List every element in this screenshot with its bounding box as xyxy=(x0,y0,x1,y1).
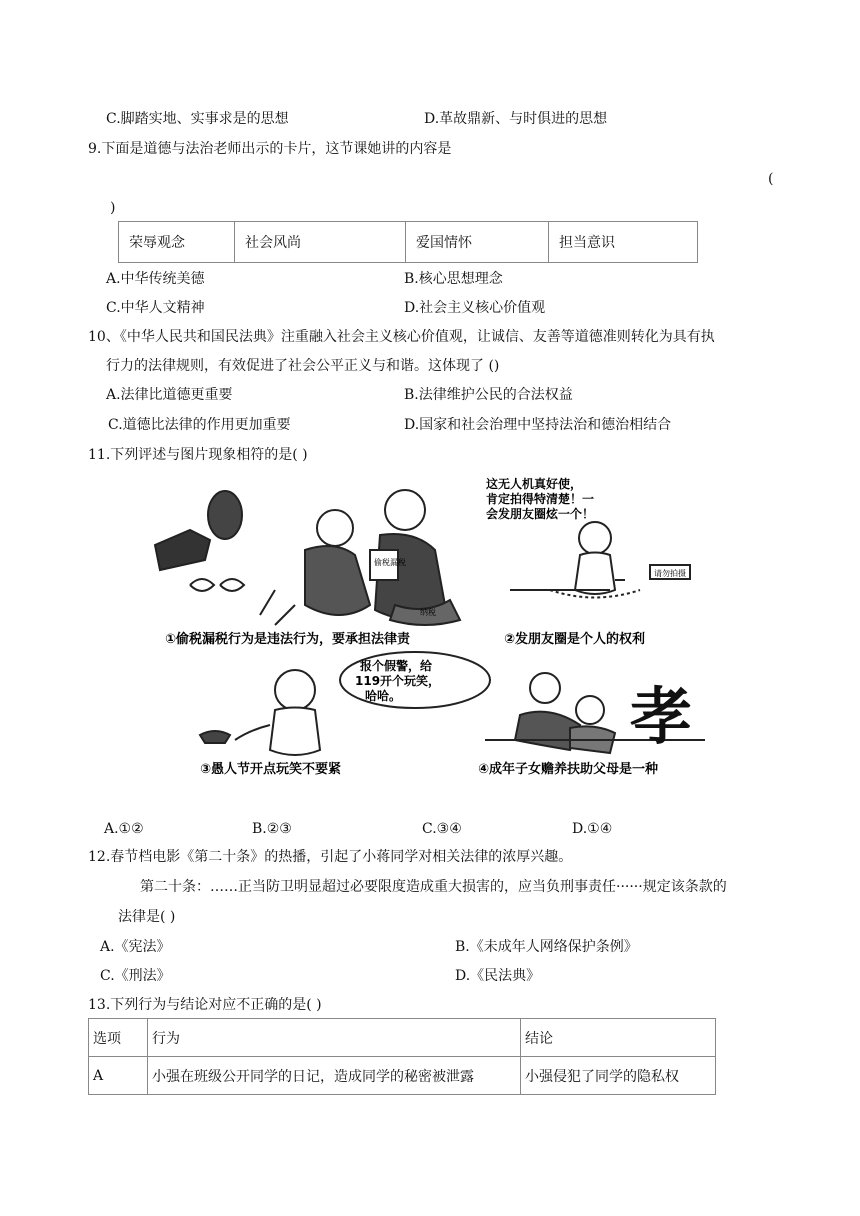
q12-quote: 第二十条：……正当防卫明显超过必要限度造成重大损害的，应当负刑事责任······规定该条款的 xyxy=(140,879,727,895)
q11-option-c: C.③④ xyxy=(422,821,462,837)
q8-option-d: D.革故鼎新、与时俱进的思想 xyxy=(424,111,608,127)
q10-line2: 行力的法律规则，有效促进了社会公平正义与和谐。这体现了 () xyxy=(106,358,500,374)
panel-tax-evasion xyxy=(155,490,460,625)
panel2-caption: ②发朋友圈是个人的权利 xyxy=(504,632,646,647)
q11-option-b: B.②③ xyxy=(252,821,292,837)
table-header-cell: 结论 xyxy=(521,1019,716,1057)
table-cell: 小强在班级公开同学的日记，造成同学的秘密被泄露 xyxy=(148,1057,521,1095)
q12-stem: 12.春节档电影《第二十条》的热播，引起了小蒋同学对相关法律的浓厚兴趣。 xyxy=(88,849,573,865)
panel3-bubble-1: 报个假警，给 xyxy=(360,659,433,673)
q13-table xyxy=(88,1018,716,1095)
table-header-cell: 行为 xyxy=(148,1019,521,1057)
panel2-sign: 请勿拍摄 xyxy=(654,569,686,578)
table-cell: A xyxy=(89,1057,148,1095)
q12-option-a: A.《宪法》 xyxy=(100,939,171,955)
panel1-tag: 偷税漏税 xyxy=(374,558,406,567)
panel1-sign: 纳税 xyxy=(420,608,436,617)
q12-option-c: C.《刑法》 xyxy=(100,968,171,984)
q10-line1: 10、《中华人民共和国民法典》注重融入社会主义核心价值观，让诚信、友善等道德准则转化为具有执 xyxy=(88,329,715,345)
panel4-char: 孝 xyxy=(630,680,693,753)
table-header-row xyxy=(89,1019,716,1057)
panel1-caption: ①偷税漏税行为是违法行为，要承担法律责 xyxy=(165,632,411,647)
q11-option-d: D.①④ xyxy=(572,821,613,837)
q10-option-b: B.法律维护公民的合法权益 xyxy=(404,387,573,403)
panel2-bubble-1: 这无人机真好使， xyxy=(486,477,583,491)
q9-paren-open: ( xyxy=(768,171,774,187)
q11-option-a: A.①② xyxy=(104,821,144,837)
q13-stem: 13.下列行为与结论对应不正确的是( ) xyxy=(88,997,322,1013)
q10-option-a: A.法律比道德更重要 xyxy=(106,387,233,403)
q9-card-table xyxy=(118,221,698,263)
card-cell: 担当意识 xyxy=(549,222,698,263)
q9-paren-close: ) xyxy=(110,200,116,216)
panel3-bubble-3: 哈哈。 xyxy=(365,689,402,703)
panel3-bubble-2: 119开个玩笑， xyxy=(355,674,441,688)
q8-option-c: C.脚踏实地、实事求是的思想 xyxy=(106,111,289,127)
q12-option-d: D.《民法典》 xyxy=(455,968,541,984)
q10-option-c: C.道德比法律的作用更加重要 xyxy=(108,417,291,433)
table-cell: 小强侵犯了同学的隐私权 xyxy=(521,1057,716,1095)
q10-option-d: D.国家和社会治理中坚持法治和德治相结合 xyxy=(404,417,672,433)
q9-option-b: B.核心思想理念 xyxy=(404,271,503,287)
panel2-bubble-2: 肯定拍得特清楚！一 xyxy=(486,492,595,506)
q9-stem: 9.下面是道德与法治老师出示的卡片，这节课她讲的内容是 xyxy=(88,141,452,157)
q12-option-b: B.《未成年人网络保护条例》 xyxy=(455,939,638,955)
q11-comic-image xyxy=(150,470,725,790)
panel4-caption: ④成年子女赡养扶助父母是一种 xyxy=(478,762,659,777)
card-cell: 社会风尚 xyxy=(235,222,406,263)
q9-option-d: D.社会主义核心价值观 xyxy=(404,300,546,316)
table-header-cell: 选项 xyxy=(89,1019,148,1057)
panel-drone xyxy=(510,522,690,598)
q12-quote-2: 法律是( ) xyxy=(118,909,176,925)
q9-option-a: A.中华传统美德 xyxy=(106,271,205,287)
card-cell: 爱国情怀 xyxy=(406,222,549,263)
panel-prank-call xyxy=(200,652,490,755)
q11-stem: 11.下列评述与图片现象相符的是( ) xyxy=(88,447,308,463)
panel3-caption: ③愚人节开点玩笑不要紧 xyxy=(200,762,342,777)
table-row xyxy=(89,1057,716,1095)
panel2-bubble-3: 会发朋友圈炫一个！ xyxy=(486,507,595,521)
card-cell: 荣辱观念 xyxy=(119,222,235,263)
q9-option-c: C.中华人文精神 xyxy=(106,300,205,316)
